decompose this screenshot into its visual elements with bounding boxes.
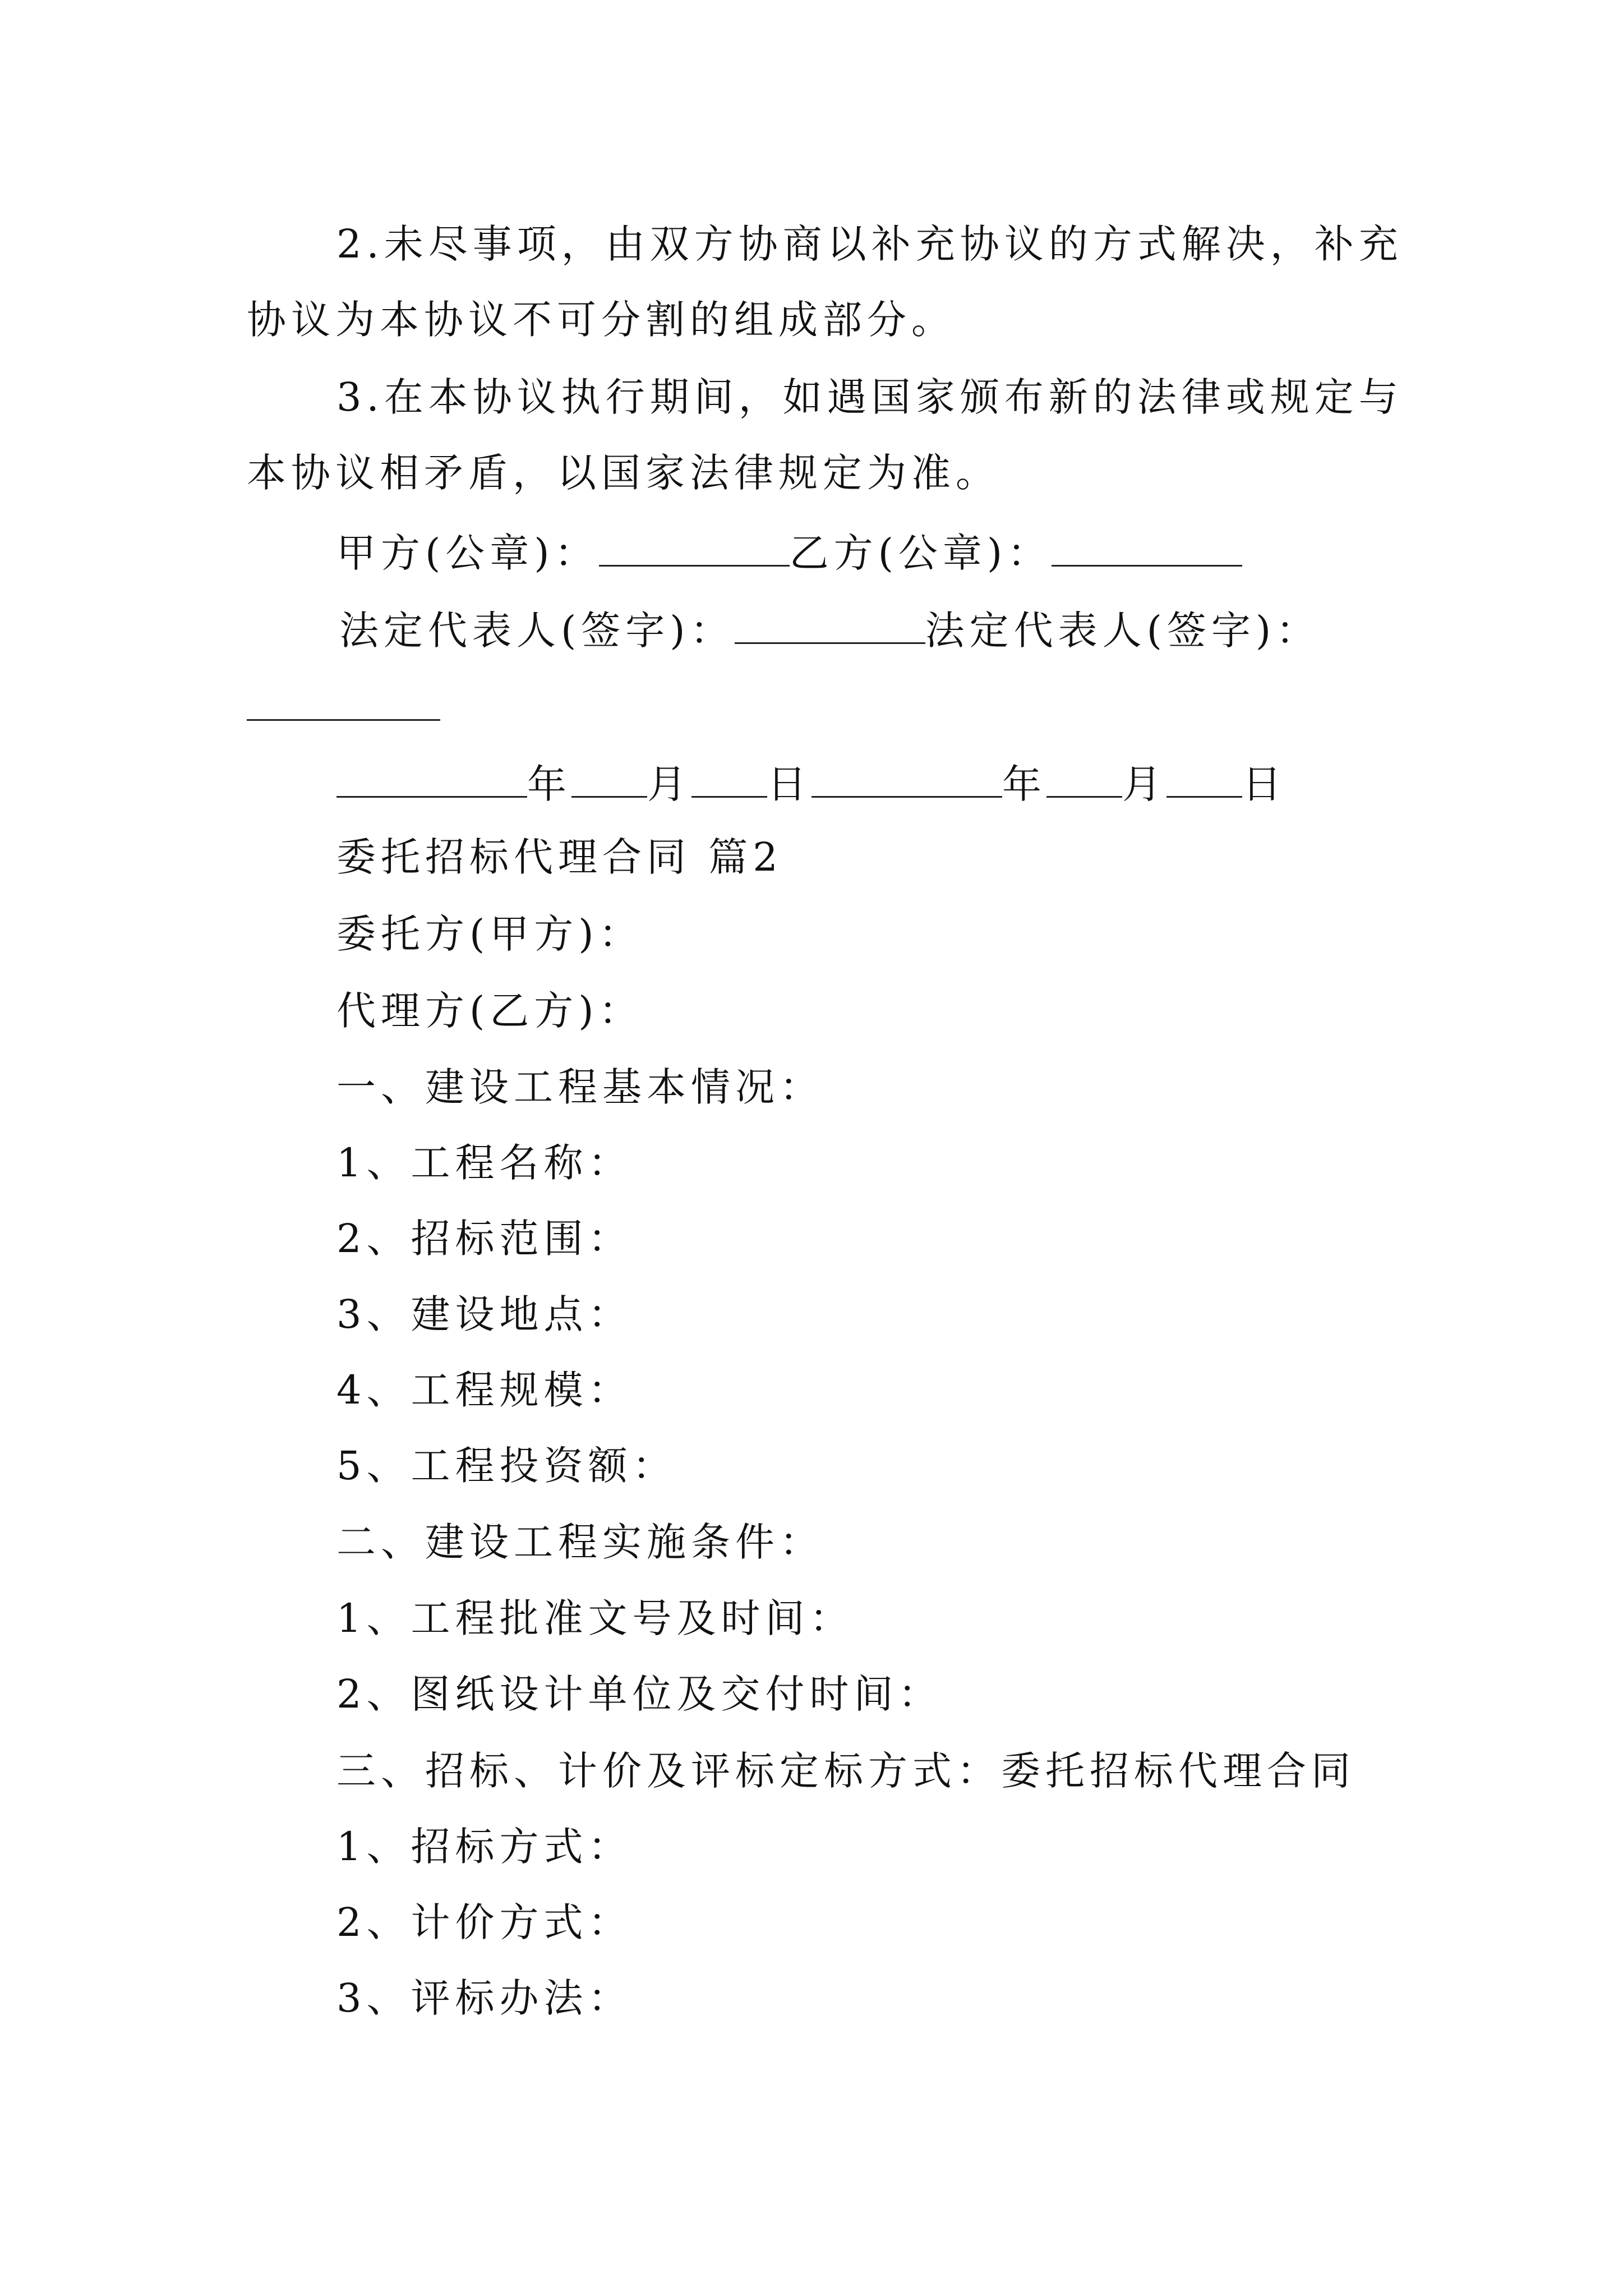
list-item: 4、工程规模：	[336, 1367, 633, 1413]
list-item: 1、工程批准文号及时间：	[336, 1595, 854, 1641]
year-a-label: 年	[527, 761, 571, 807]
party-a-seal-label: 甲方(公章)：	[336, 530, 599, 576]
heading-basic-info: 一、建设工程基本情况：	[336, 1064, 824, 1110]
legal-rep-b-blank	[247, 719, 440, 721]
heading-bidding-method: 三、招标、计价及评标定标方式：委托招标代理合同	[336, 1748, 1355, 1794]
legal-rep-a-blank	[735, 608, 925, 644]
list-item: 1、工程名称：	[336, 1140, 633, 1186]
legal-rep-b-label: 法定代表人(签字)：	[925, 608, 1321, 654]
list-item: 2、图纸设计单位及交付时间：	[336, 1671, 943, 1717]
list-item: 2、招标范围：	[336, 1216, 633, 1262]
year-b-label: 年	[1002, 761, 1046, 807]
clause-3-line-2: 本协议相矛盾，以国家法律规定为准。	[247, 450, 1000, 496]
day-a-label: 日	[767, 761, 811, 807]
party-a-seal-blank	[599, 530, 790, 567]
month-b-blank	[1046, 761, 1122, 798]
list-item: 2、计价方式：	[336, 1899, 633, 1945]
seal-line	[336, 530, 1242, 576]
clause-2-line-2: 协议为本协议不可分割的组成部分。	[247, 297, 956, 343]
clause-2-line-1: 2.未尽事项，由双方协商以补充协议的方式解决，补充	[336, 221, 1403, 267]
day-b-label: 日	[1242, 761, 1287, 807]
year-b-blank	[811, 761, 1002, 798]
year-a-blank	[336, 761, 527, 798]
list-item: 3、建设地点：	[336, 1291, 633, 1337]
party-b-seal-label: 乙方(公章)：	[789, 530, 1052, 576]
day-a-blank	[691, 761, 767, 798]
list-item: 3、评标办法：	[336, 1975, 633, 2021]
section-2-title: 委托招标代理合同 篇2	[336, 834, 783, 880]
date-line	[336, 761, 1287, 807]
clause-3-line-1: 3.在本协议执行期间，如遇国家颁布新的法律或规定与	[336, 374, 1403, 420]
party-b-seal-blank	[1052, 530, 1242, 567]
heading-conditions: 二、建设工程实施条件：	[336, 1519, 824, 1565]
list-item: 1、招标方式：	[336, 1824, 633, 1870]
agent-party: 代理方(乙方)：	[336, 988, 643, 1034]
day-b-blank	[1166, 761, 1242, 798]
month-a-label: 月	[647, 761, 691, 807]
month-a-blank	[571, 761, 647, 798]
client-party: 委托方(甲方)：	[336, 911, 643, 957]
list-item: 5、工程投资额：	[336, 1443, 677, 1489]
legal-rep-line	[339, 608, 1321, 654]
legal-rep-a-label: 法定代表人(签字)：	[339, 608, 735, 654]
month-b-label: 月	[1122, 761, 1166, 807]
